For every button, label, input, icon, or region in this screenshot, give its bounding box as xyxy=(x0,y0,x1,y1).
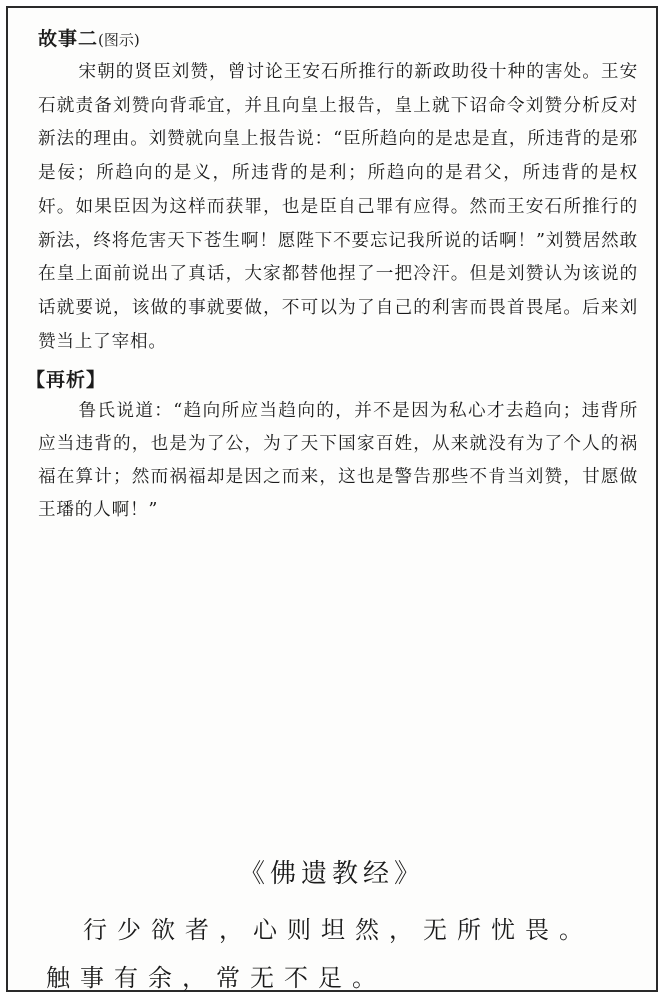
analysis-heading: 【再析】 xyxy=(26,369,107,391)
story-title: 故事二 xyxy=(38,28,99,50)
sutra-title: 《佛遗教经》 xyxy=(238,859,425,889)
analysis-paragraph: 鲁氏说道：“趋向所应当趋向的，并不是因为私心才去趋向；违背所应当违背的，也是为了公，为了天下国家百姓，从来就没有为了个人的祸福在算计；然而祸福却是因之而来，这也是警告那些不肯当刘赞，甘愿做王璠的人啊！” xyxy=(38,401,638,520)
sutra-verse-line-2: 触事有余，常无不足。 xyxy=(46,964,386,992)
story-paragraph: 宋朝的贤臣刘赞，曾讨论王安石所推行的新政助役十种的害处。王安石就责备刘赞向背乖宜，并且向皇上报告，皇上就下诏命令刘赞分析反对新法的理由。刘赞就向皇上报告说：“臣所趋向的是忠是直，所违背的是邪是佞；所趋向的是义，所违背的是利；所趋向的是君父，所违背的是权奸。如果臣因为这样而获罪，也是臣自己罪有应得。然而王安石所推行的新法，终将危害天下苍生啊！愿陛下不要忘记我所说的话啊！”刘赞居然敢在皇上面前说出了真话，大家都替他捏了一把冷汗。但是刘赞认为该说的话就要说，该做的事就要做，不可以为了自己的利害而畏首畏尾。后来刘赞当上了宰相。 xyxy=(38,62,638,352)
story-title-note: (图示) xyxy=(98,31,140,49)
story-heading xyxy=(38,24,140,51)
sutra-verse-line-1: 行少欲者，心则坦然，无所忧畏。 xyxy=(83,916,593,944)
book-page xyxy=(6,6,658,992)
